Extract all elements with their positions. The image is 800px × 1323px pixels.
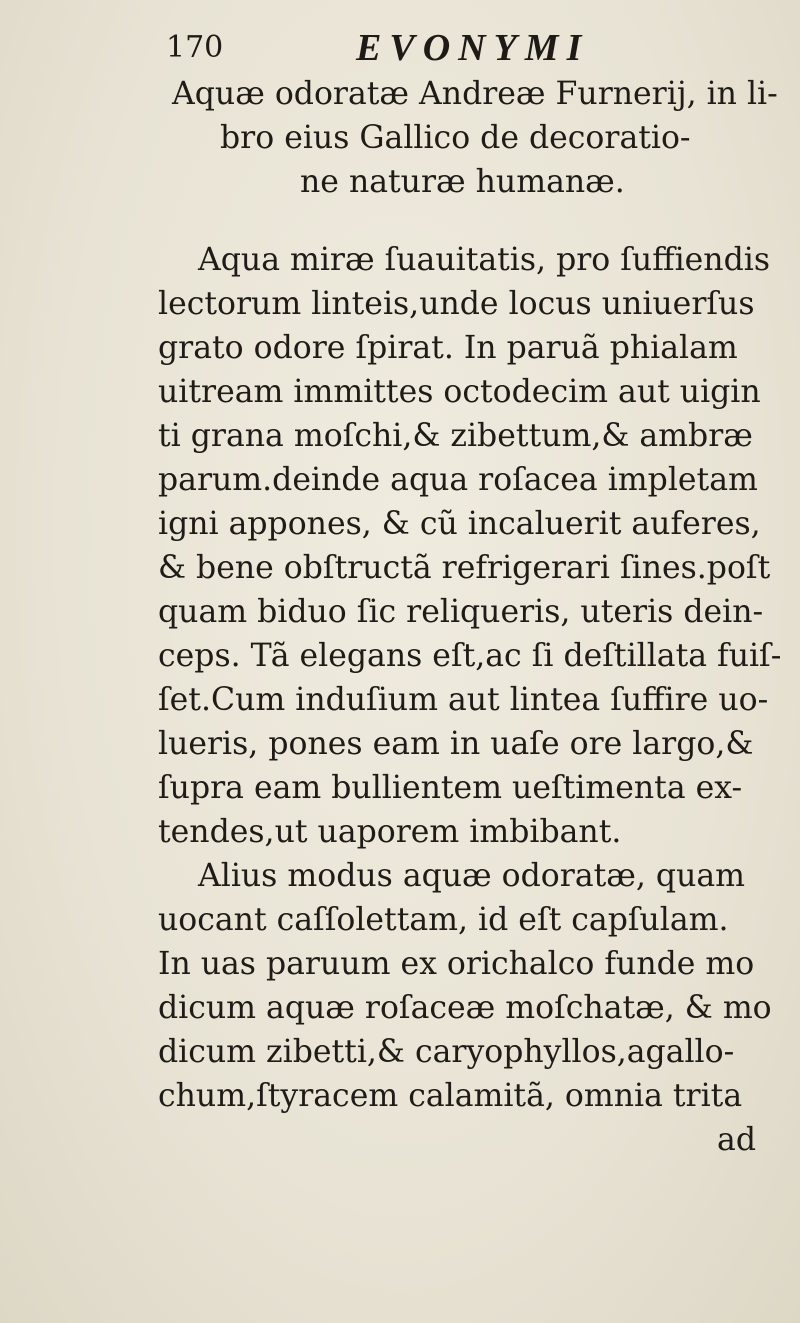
text-line: dicum aquæ roſaceæ moſchatæ, & mo bbox=[158, 990, 772, 1026]
running-title: EVONYMI bbox=[356, 27, 590, 69]
paragraph-gap bbox=[158, 204, 762, 238]
text-line: uitream immittes octodecim aut uigin bbox=[158, 374, 761, 410]
text-line: chum,ſtyracem calamitã, omnia trita bbox=[158, 1078, 743, 1114]
text-line: ti grana moſchi,& zibettum,& ambræ bbox=[158, 418, 753, 454]
catchword: ad bbox=[717, 1122, 756, 1158]
heading-line: bro eius Gallico de decoratio- bbox=[220, 120, 691, 156]
text-line: & bene obſtructã refrigerari ſines.poſt bbox=[158, 550, 771, 586]
text-line: tendes,ut uaporem imbibant. bbox=[158, 814, 622, 850]
text-line: igni appones, & cũ incaluerit auferes, bbox=[158, 506, 761, 542]
text-line: ceps. Tã elegans eſt,ac ſi deſtillata fuiſ- bbox=[158, 638, 782, 674]
text-line: Aqua miræ ſuauitatis, pro ſuffiendis bbox=[198, 242, 770, 278]
text-line: lectorum linteis,unde locus uniuerſus bbox=[158, 286, 755, 322]
text-line: parum.deinde aqua roſacea impletam bbox=[158, 462, 758, 498]
text-line: uocant caſſolettam, id eſt capſulam. bbox=[158, 902, 729, 938]
text-line: ſupra eam bullientem ueſtimenta ex- bbox=[158, 770, 743, 806]
text-line: quam biduo ſic reliqueris, uteris dein- bbox=[158, 594, 764, 630]
text-line: lueris, pones eam in uaſe ore largo,& bbox=[158, 726, 754, 762]
text-line: ſet.Cum induſium aut lintea ſuffire uo- bbox=[158, 682, 769, 718]
text-line: In uas paruum ex orichalco funde mo bbox=[158, 946, 755, 982]
text-line: grato odore ſpirat. In paruã phialam bbox=[158, 330, 738, 366]
text-line: Alius modus aquæ odoratæ, quam bbox=[198, 858, 746, 894]
heading-line: ne naturæ humanæ. bbox=[300, 164, 625, 200]
page-number: 170 bbox=[166, 30, 224, 65]
text-line: dicum zibetti,& caryophyllos,agallo- bbox=[158, 1034, 735, 1070]
text-block bbox=[158, 72, 782, 1162]
heading-line: Aquæ odoratæ Andreæ Furnerij, in li- bbox=[172, 76, 778, 112]
